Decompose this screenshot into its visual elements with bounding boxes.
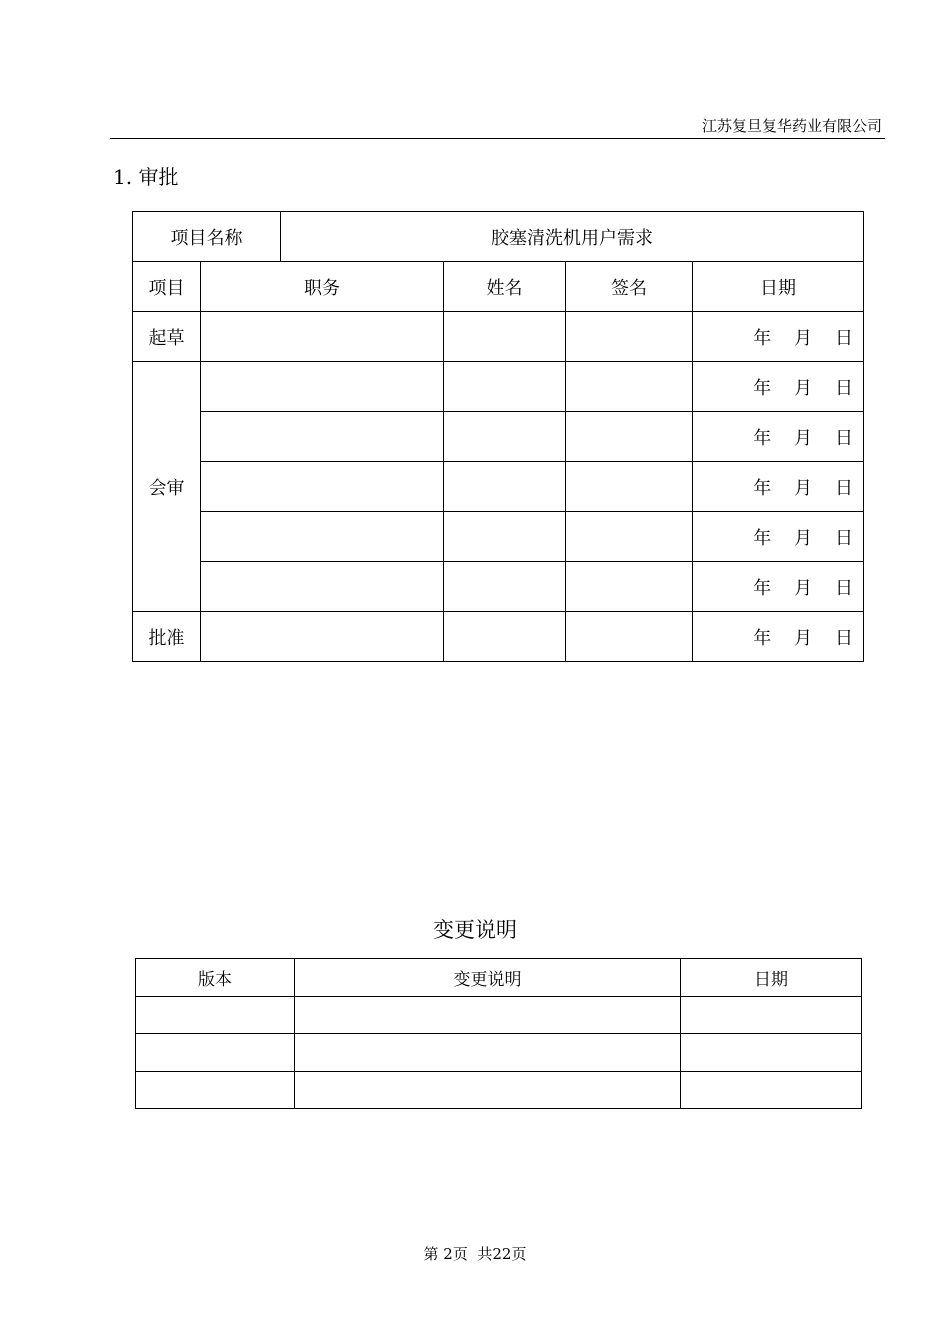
date-cell[interactable]	[681, 996, 862, 1034]
column-header-item: 项目	[133, 262, 201, 312]
table-row-review	[133, 512, 864, 562]
signature-cell[interactable]	[566, 362, 693, 412]
page-footer: 第 2页 共22页	[423, 1245, 527, 1263]
position-cell[interactable]	[201, 362, 444, 412]
signature-cell[interactable]	[566, 462, 693, 512]
row-label-draft: 起草	[133, 312, 201, 362]
date-cell[interactable]: 年 月 日	[693, 362, 864, 412]
table-row-review	[133, 562, 864, 612]
table-row-draft	[133, 312, 864, 362]
row-label-review: 会审	[133, 362, 201, 612]
position-cell[interactable]	[201, 512, 444, 562]
description-cell[interactable]	[295, 1034, 681, 1072]
position-cell[interactable]	[201, 612, 444, 662]
column-header-date: 日期	[681, 959, 862, 997]
column-header-date: 日期	[693, 262, 864, 312]
name-cell[interactable]	[444, 512, 566, 562]
date-cell[interactable]: 年 月 日	[693, 612, 864, 662]
date-cell[interactable]: 年 月 日	[693, 312, 864, 362]
name-cell[interactable]	[444, 362, 566, 412]
table-row-review	[133, 412, 864, 462]
signature-cell[interactable]	[566, 562, 693, 612]
company-name: 江苏复旦复华药业有限公司	[701, 117, 882, 135]
date-cell[interactable]: 年 月 日	[693, 462, 864, 512]
table-row	[136, 1071, 862, 1109]
description-cell[interactable]	[295, 1071, 681, 1109]
column-header-description: 变更说明	[295, 959, 681, 997]
changelog-table	[135, 958, 862, 1109]
version-cell[interactable]	[136, 996, 295, 1034]
version-cell[interactable]	[136, 1071, 295, 1109]
project-name-label: 项目名称	[133, 212, 281, 262]
date-cell[interactable]: 年 月 日	[693, 562, 864, 612]
column-header-signature: 签名	[566, 262, 693, 312]
table-row-review	[133, 462, 864, 512]
table-row-review	[133, 362, 864, 412]
table-header-row	[136, 959, 862, 997]
position-cell[interactable]	[201, 562, 444, 612]
date-cell[interactable]	[681, 1034, 862, 1072]
date-cell[interactable]	[681, 1071, 862, 1109]
project-name-value: 胶塞清洗机用户需求	[281, 212, 864, 262]
name-cell[interactable]	[444, 612, 566, 662]
signature-cell[interactable]	[566, 412, 693, 462]
version-cell[interactable]	[136, 1034, 295, 1072]
name-cell[interactable]	[444, 412, 566, 462]
table-row	[136, 1034, 862, 1072]
signature-cell[interactable]	[566, 312, 693, 362]
column-header-position: 职务	[201, 262, 444, 312]
name-cell[interactable]	[444, 462, 566, 512]
table-header-row	[133, 262, 864, 312]
name-cell[interactable]	[444, 562, 566, 612]
table-row-approve	[133, 612, 864, 662]
changelog-title: 变更说明	[433, 918, 517, 942]
date-cell[interactable]: 年 月 日	[693, 512, 864, 562]
name-cell[interactable]	[444, 312, 566, 362]
table-row	[136, 996, 862, 1034]
section-title: 1. 审批	[113, 165, 179, 189]
position-cell[interactable]	[201, 412, 444, 462]
description-cell[interactable]	[295, 996, 681, 1034]
row-label-approve: 批准	[133, 612, 201, 662]
position-cell[interactable]	[201, 312, 444, 362]
header-rule	[110, 138, 885, 139]
approval-table	[132, 211, 864, 662]
table-row	[133, 212, 864, 262]
date-cell[interactable]: 年 月 日	[693, 412, 864, 462]
signature-cell[interactable]	[566, 512, 693, 562]
column-header-version: 版本	[136, 959, 295, 997]
position-cell[interactable]	[201, 462, 444, 512]
signature-cell[interactable]	[566, 612, 693, 662]
column-header-name: 姓名	[444, 262, 566, 312]
